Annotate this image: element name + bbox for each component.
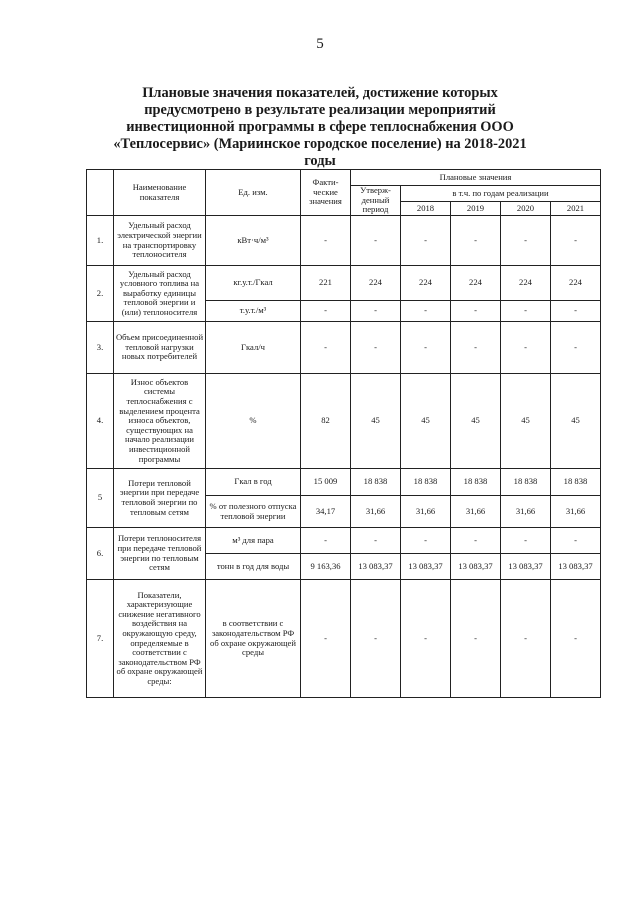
value-2018: - xyxy=(401,580,451,698)
header-year: 2018 xyxy=(401,202,451,216)
unit-cell: кВт·ч/м³ xyxy=(206,216,301,266)
value-2020: 18 838 xyxy=(501,469,551,496)
value-2021: - xyxy=(551,301,601,322)
approved-value: - xyxy=(351,528,401,554)
value-2021: - xyxy=(551,580,601,698)
value-2020: - xyxy=(501,301,551,322)
row-number: 2. xyxy=(87,266,114,322)
actual-value: 15 009 xyxy=(301,469,351,496)
header-row-1 xyxy=(87,170,601,186)
value-2018: 13 083,37 xyxy=(401,554,451,580)
table-row xyxy=(87,216,601,266)
unit-cell: Гкал в год xyxy=(206,469,301,496)
indicator-name: Показатели, характеризующие снижение негативного воздействия на окружающую среду, определяемые в соответствии с законодательством РФ об охране окружающей среды: xyxy=(114,580,206,698)
value-2020: 224 xyxy=(501,266,551,301)
header-year: 2019 xyxy=(451,202,501,216)
value-2021: 45 xyxy=(551,374,601,469)
approved-value: - xyxy=(351,301,401,322)
value-2018: 18 838 xyxy=(401,469,451,496)
header-year: 2021 xyxy=(551,202,601,216)
table-row xyxy=(87,528,601,554)
value-2019: - xyxy=(451,216,501,266)
value-2021: 31,66 xyxy=(551,496,601,528)
table-row xyxy=(87,469,601,496)
value-2020: - xyxy=(501,322,551,374)
actual-value: - xyxy=(301,528,351,554)
value-2020: 45 xyxy=(501,374,551,469)
row-number: 6. xyxy=(87,528,114,580)
value-2020: 31,66 xyxy=(501,496,551,528)
value-2021: 18 838 xyxy=(551,469,601,496)
value-2020: - xyxy=(501,528,551,554)
approved-value: 13 083,37 xyxy=(351,554,401,580)
unit-cell: % xyxy=(206,374,301,469)
indicator-name: Износ объектов системы теплоснабжения с выделением процента износа объектов, существующих на начало реализации инвестиционной программы xyxy=(114,374,206,469)
value-2019: - xyxy=(451,322,501,374)
header-unit: Ед. изм. xyxy=(206,170,301,216)
value-2019: - xyxy=(451,528,501,554)
page-number: 5 xyxy=(316,36,324,52)
unit-cell: кг.у.т./Гкал xyxy=(206,266,301,301)
unit-cell: Гкал/ч xyxy=(206,322,301,374)
table-row xyxy=(87,322,601,374)
unit-cell: в соответствии с законодательством РФ об охране окружающей среды xyxy=(206,580,301,698)
approved-value: - xyxy=(351,580,401,698)
value-2018: 31,66 xyxy=(401,496,451,528)
table-row xyxy=(87,266,601,301)
approved-value: - xyxy=(351,216,401,266)
approved-value: 31,66 xyxy=(351,496,401,528)
header-planned: Плановые значения xyxy=(351,170,601,186)
actual-value: - xyxy=(301,322,351,374)
actual-value: 34,17 xyxy=(301,496,351,528)
value-2019: 31,66 xyxy=(451,496,501,528)
value-2021: - xyxy=(551,528,601,554)
indicators-table xyxy=(86,169,601,698)
header-year: 2020 xyxy=(501,202,551,216)
value-2019: 13 083,37 xyxy=(451,554,501,580)
value-2019: 224 xyxy=(451,266,501,301)
approved-value: 224 xyxy=(351,266,401,301)
actual-value: - xyxy=(301,216,351,266)
actual-value: - xyxy=(301,301,351,322)
value-2018: 45 xyxy=(401,374,451,469)
value-2018: 224 xyxy=(401,266,451,301)
actual-value: 221 xyxy=(301,266,351,301)
header-by-years: в т.ч. по годам реализации xyxy=(401,186,601,202)
unit-cell: % от полезного отпуска тепловой энергии xyxy=(206,496,301,528)
value-2020: - xyxy=(501,216,551,266)
header-num-cell xyxy=(87,170,114,216)
value-2018: - xyxy=(401,301,451,322)
row-number: 5 xyxy=(87,469,114,528)
header-approved: Утверж-денный период xyxy=(351,186,401,216)
indicator-name: Удельный расход электрической энергии на транспортировку теплоносителя xyxy=(114,216,206,266)
value-2019: 18 838 xyxy=(451,469,501,496)
row-number: 3. xyxy=(87,322,114,374)
indicator-name: Потери теплоносителя при передаче тепловой энергии по тепловым сетям xyxy=(114,528,206,580)
indicator-name: Удельный расход условного топлива на выработку единицы тепловой энергии и (или) теплоносителя xyxy=(114,266,206,322)
value-2021: - xyxy=(551,322,601,374)
approved-value: 18 838 xyxy=(351,469,401,496)
unit-cell: т.у.т./м³ xyxy=(206,301,301,322)
actual-value: - xyxy=(301,580,351,698)
row-number: 7. xyxy=(87,580,114,698)
row-number: 1. xyxy=(87,216,114,266)
actual-value: 9 163,36 xyxy=(301,554,351,580)
table-row xyxy=(87,580,601,698)
table-row xyxy=(87,374,601,469)
value-2018: - xyxy=(401,216,451,266)
document-title: Плановые значения показателей, достижение которых предусмотрено в результате реализации мероприятий инвестиционной программы в сфере теплоснабжения ООО «Теплосервис» (Мариинское городское поселение) на 2018-2021 годы xyxy=(113,85,527,169)
indicator-name: Потери тепловой энергии при передаче тепловой энергии по тепловым сетям xyxy=(114,469,206,528)
header-name: Наименование показателя xyxy=(114,170,206,216)
header-actual: Факти-ческие значения xyxy=(301,170,351,216)
value-2018: - xyxy=(401,528,451,554)
value-2019: 45 xyxy=(451,374,501,469)
value-2020: 13 083,37 xyxy=(501,554,551,580)
approved-value: 45 xyxy=(351,374,401,469)
unit-cell: м³ для пара xyxy=(206,528,301,554)
value-2019: - xyxy=(451,301,501,322)
unit-cell: тонн в год для воды xyxy=(206,554,301,580)
indicator-name: Объем присоединенной тепловой нагрузки новых потребителей xyxy=(114,322,206,374)
approved-value: - xyxy=(351,322,401,374)
value-2021: 13 083,37 xyxy=(551,554,601,580)
value-2018: - xyxy=(401,322,451,374)
value-2019: - xyxy=(451,580,501,698)
value-2021: - xyxy=(551,216,601,266)
row-number: 4. xyxy=(87,374,114,469)
value-2020: - xyxy=(501,580,551,698)
value-2021: 224 xyxy=(551,266,601,301)
actual-value: 82 xyxy=(301,374,351,469)
